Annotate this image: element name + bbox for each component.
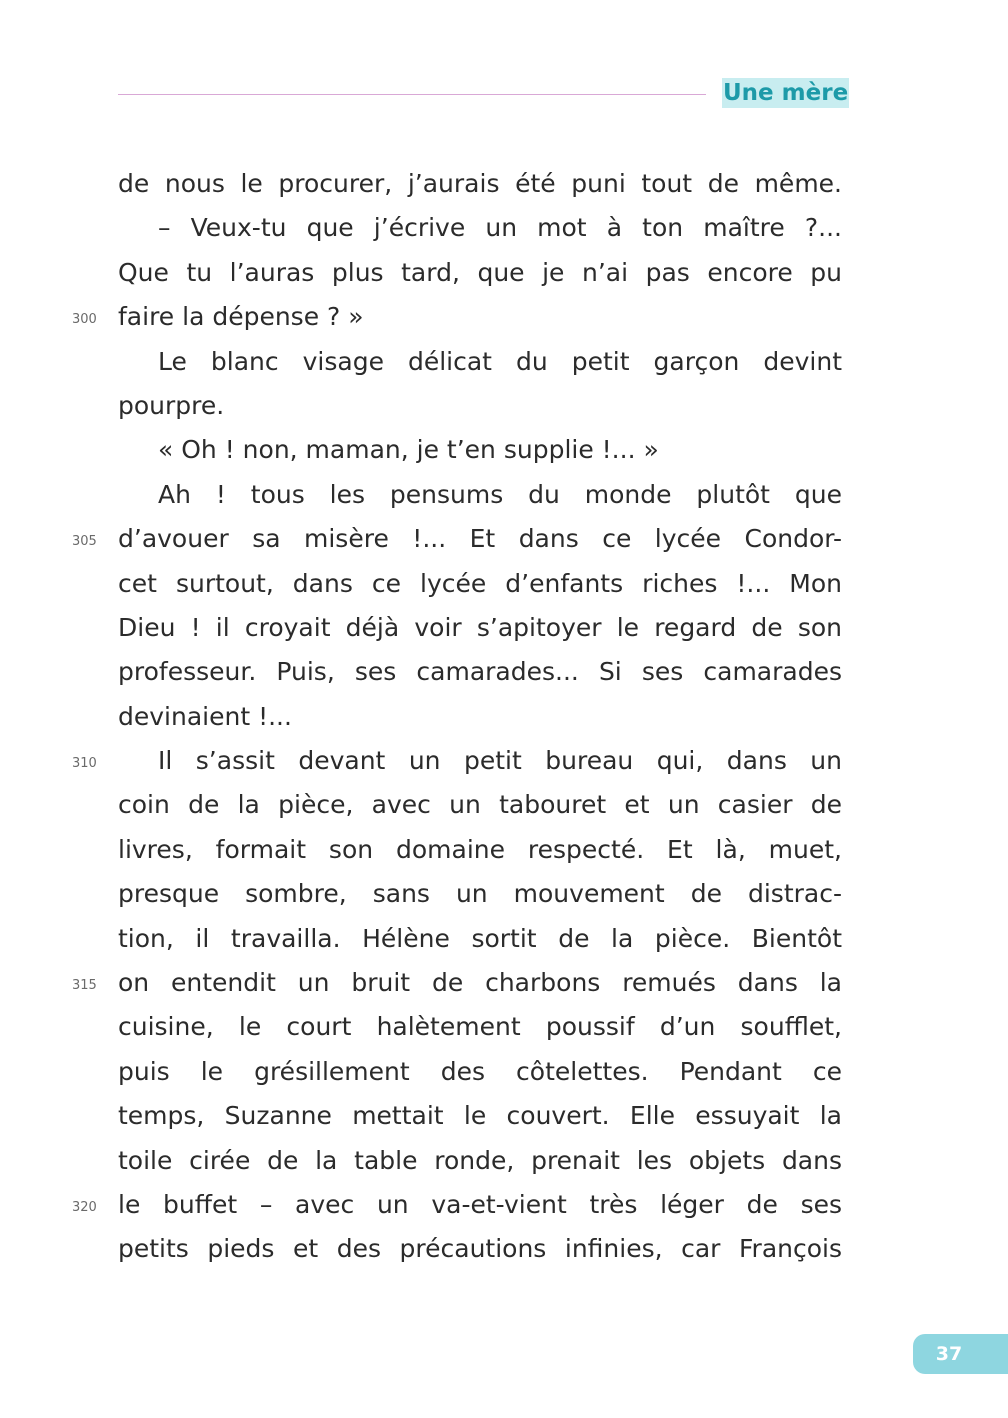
text-line: temps, Suzanne mettait le couvert. Elle essuyait la (118, 1101, 842, 1131)
text-line: tion, il travailla. Hélène sortit de la pièce. Bientôt (118, 923, 842, 953)
text-line: toile cirée de la table ronde, prenait les objets dans (118, 1145, 842, 1175)
text-line: Il s’assit devant un petit bureau qui, dans un (158, 746, 842, 776)
page-number: 37 (935, 1343, 963, 1365)
line-number-315: 315 (72, 978, 97, 993)
text-line: pourpre. (118, 390, 225, 420)
header-rule (118, 94, 706, 95)
body-text (118, 162, 842, 1272)
text-line: professeur. Puis, ses camarades... Si ses camarades (118, 657, 842, 687)
text-line: presque sombre, sans un mouvement de distrac- (118, 879, 842, 909)
text-line: faire la dépense ? » (118, 302, 364, 332)
text-line: petits pieds et des précautions infinies, car François (118, 1234, 842, 1264)
line-number-300: 300 (72, 312, 97, 327)
text-line: livres, formait son domaine respecté. Et là, muet, (118, 834, 842, 864)
text-line: puis le grésillement des côtelettes. Pendant ce (118, 1056, 842, 1086)
line-number-320: 320 (72, 1200, 97, 1215)
text-line: d’avouer sa misère !... Et dans ce lycée Condor- (118, 524, 842, 554)
text-line: Dieu ! il croyait déjà voir s’apitoyer le regard de son (118, 612, 842, 642)
running-header-title: Une mère (723, 80, 849, 106)
text-line: devinaient !... (118, 701, 292, 731)
text-line: Ah ! tous les pensums du monde plutôt que (158, 479, 842, 509)
text-line: le buffet – avec un va-et-vient très léger de ses (118, 1189, 842, 1219)
text-line: coin de la pièce, avec un tabouret et un casier de (118, 790, 842, 820)
line-number-305: 305 (72, 534, 97, 549)
text-line: Que tu l’auras plus tard, que je n’ai pas encore pu (118, 257, 842, 287)
text-line: Le blanc visage délicat du petit garçon devint (158, 346, 842, 376)
text-line: de nous le procurer, j’aurais été puni tout de même. (118, 169, 842, 198)
line-number-310: 310 (72, 756, 97, 771)
text-line: cet surtout, dans ce lycée d’enfants riches !... Mon (118, 568, 842, 598)
text-line: – Veux-tu que j’écrive un mot à ton maître ?... (158, 213, 842, 243)
text-line: « Oh ! non, maman, je t’en supplie !... » (158, 435, 659, 465)
text-line: on entendit un bruit de charbons remués dans la (118, 968, 842, 998)
text-line: cuisine, le court halètement poussif d’un soufflet, (118, 1012, 842, 1042)
